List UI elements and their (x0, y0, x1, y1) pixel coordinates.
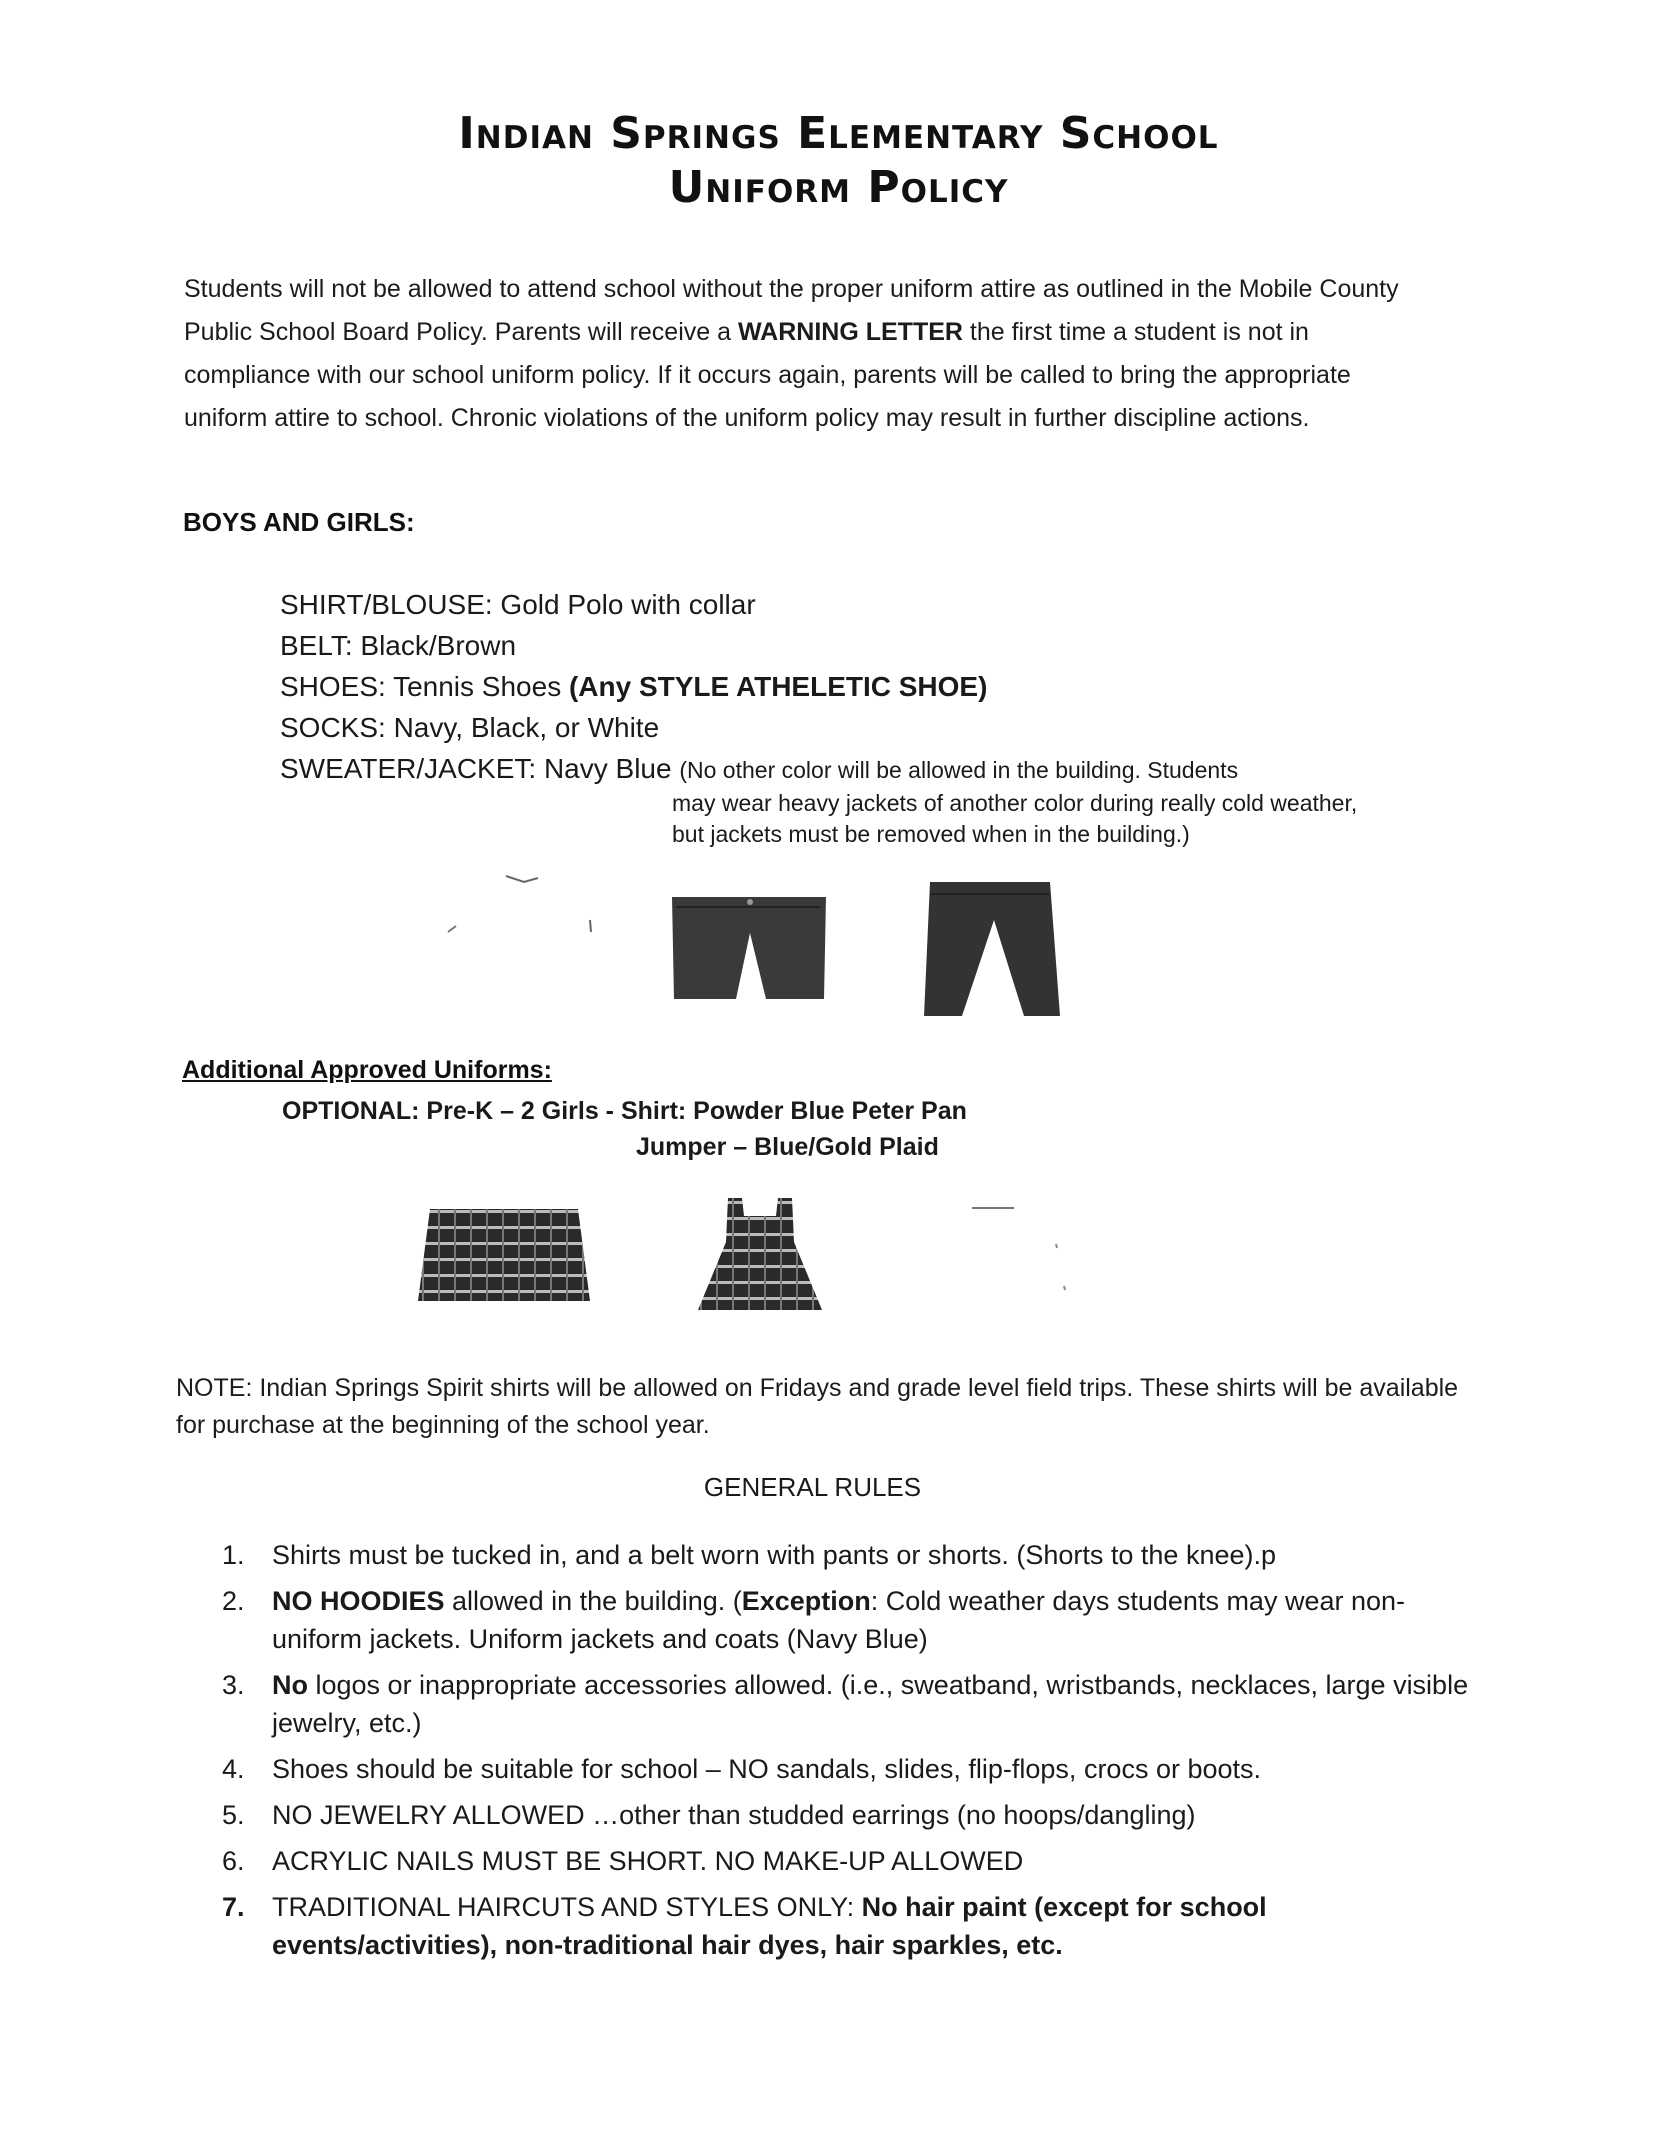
plaid-jumper-image (694, 1196, 826, 1314)
rule-item: 3. No logos or inappropriate accessories allowed. (i.e., sweatband, wristbands, necklaces, large visible jewelry, etc.) (222, 1670, 1469, 1738)
warning-letter-text: WARNING LETTER (737, 318, 963, 346)
item-shirt: SHIRT/BLOUSE: Gold Polo with collar (280, 589, 756, 620)
shorts-image (670, 893, 830, 1003)
plaid-skirt-image (416, 1205, 592, 1305)
rule-item: 4. Shoes should be suitable for school – NO sandals, slides, flip-flops, crocs or boots. (222, 1754, 1262, 1784)
uniform-items-list (280, 584, 1400, 791)
rule-item: 7. TRADITIONAL HAIRCUTS AND STYLES ONLY: No hair paint (except for school events/activities), non-traditional hair dyes, hair sparkles, etc. (222, 1892, 1267, 1960)
general-rules-heading: GENERAL RULES (703, 1472, 922, 1502)
document-title-line1: Indian Springs Elementary School (458, 108, 1219, 159)
pants-image (922, 880, 1062, 1020)
polo-shirt-image (440, 870, 620, 1010)
item-sweater: SWEATER/JACKET: Navy Blue (No other color will be allowed in the building. Students (280, 753, 1239, 784)
rule-item: 2. NO HOODIES allowed in the building. (Exception: Cold weather days students may wear non-uniform jackets. Uniform jackets and coats (Navy Blue) (222, 1586, 1406, 1654)
jumper-line: Jumper – Blue/Gold Plaid (636, 1133, 939, 1161)
jacket-note: may wear heavy jackets of another color during really cold weather, but jackets must be removed when in the building.) (672, 790, 1358, 847)
document-title-line2: Uniform Policy (668, 162, 1009, 213)
intro-paragraph: Students will not be allowed to attend school without the proper uniform attire as outlined in the Mobile County Public School Board Policy. Parents will receive a WARNING LETTER the first time a student is not in compliance with our school uniform policy. If it occurs again, parents will be called to bring the appropriate uniform attire to school. Chronic violations of the uniform policy may result in further discipline actions. (184, 275, 1399, 432)
item-belt: BELT: Black/Brown (280, 630, 517, 661)
spirit-shirts-note: NOTE: Indian Springs Spirit shirts will be allowed on Fridays and grade level field trips. These shirts will be available for purchase at the beginning of the school year. (176, 1374, 1459, 1439)
rule-item: 1. Shirts must be tucked in, and a belt worn with pants or shorts. (Shorts to the knee).p (222, 1540, 1276, 1570)
boys-and-girls-heading: BOYS AND GIRLS: (183, 507, 415, 537)
item-shoes: SHOES: Tennis Shoes (Any STYLE ATHELETIC SHOE) (280, 671, 988, 702)
peter-pan-blouse-image (960, 1200, 1080, 1300)
rule-item: 5. NO JEWELRY ALLOWED …other than studded earrings (no hoops/dangling) (222, 1800, 1196, 1830)
additional-uniforms-heading: Additional Approved Uniforms: (182, 1056, 552, 1084)
general-rules-list (222, 1536, 1482, 1972)
item-socks: SOCKS: Navy, Black, or White (280, 712, 660, 743)
rule-item: 6. ACRYLIC NAILS MUST BE SHORT. NO MAKE-UP ALLOWED (222, 1846, 1024, 1876)
optional-line: OPTIONAL: Pre-K – 2 Girls - Shirt: Powder Blue Peter Pan (282, 1097, 967, 1125)
